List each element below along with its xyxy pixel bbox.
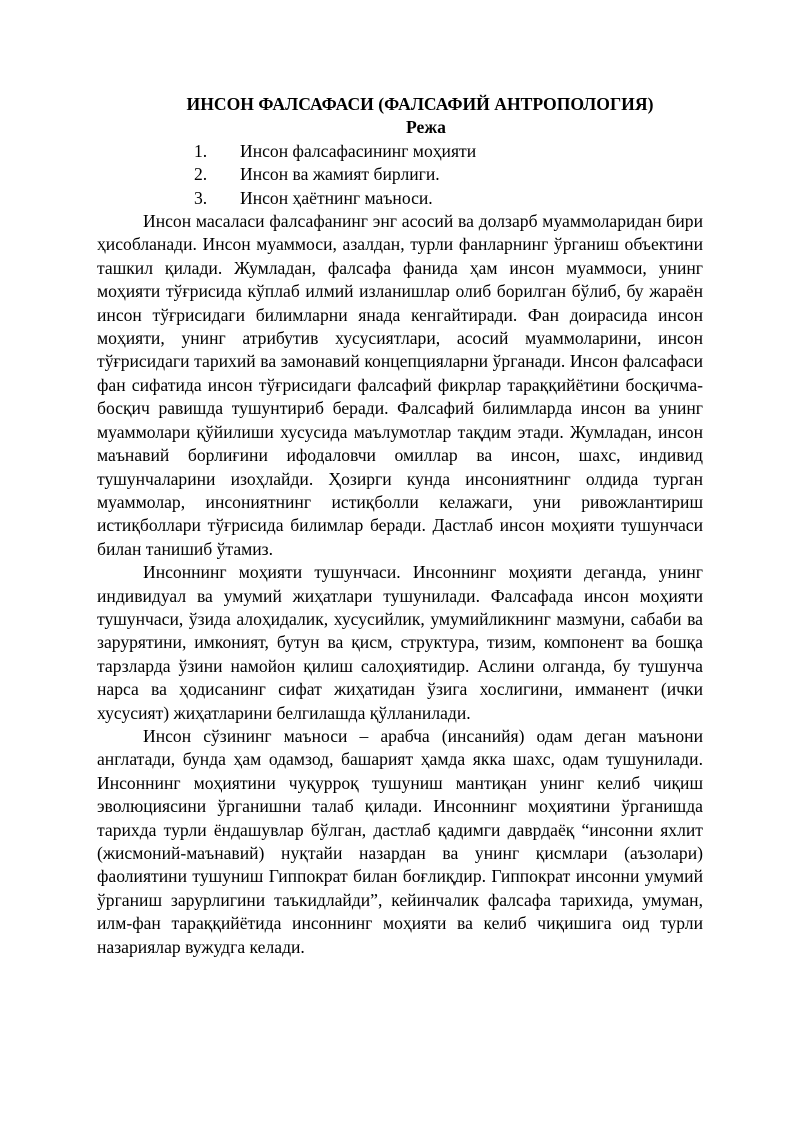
document-title: ИНСОН ФАЛСАФАСИ (ФАЛСАФИЙ АНТРОПОЛОГИЯ): [186, 94, 654, 114]
plan-item: [97, 187, 703, 210]
plan-heading: Режа: [406, 117, 446, 138]
plan-item-text: Инсон ва жамият бирлиги.: [240, 164, 440, 185]
plan-list: [97, 140, 703, 210]
body-paragraph: Инсоннинг моҳияти тушунчаси. Инсоннинг моҳияти деганда, унинг индивидуал ва умумий жиҳатлари тушунилади. Фалсафада инсон моҳияти тушунчаси, ўзида алоҳидалик, хусусийлик, умумийликнинг мазмуни, сабаби ва зарурятини, имконият, бутун ва қисм, структура, тизим, компонент ва бошқа тарзларда ўзини намойон қилиш салоҳиятидир. Аслини олганда, бу тушунча нарса ва ҳодисанинг сифат жиҳатидан ўзига хослигини, имманент (ички хусусият) жиҳатларини белгилашда қўлланилади.: [97, 562, 703, 723]
plan-item: [97, 140, 703, 163]
plan-item-number: 1.: [194, 140, 208, 161]
plan-item-text: Инсон фалсафасининг моҳияти: [240, 140, 477, 161]
body-paragraph: Инсон сўзининг маъноси – арабча (инсанийя) одам деган маънони англатади, бунда ҳам одамзод, башарият ҳамда якка шахс, одам тушунилади. Инсоннинг моҳиятини чуқурроқ тушуниш мантиқан унинг келиб чиқиш эволюциясини ўрганишни талаб қилади. Инсоннинг моҳиятини ўрганишда тарихда турли ёндашувлар бўлган, дастлаб қадимги даврдаёқ “инсонни яхлит (жисмоний-маънавий) нуқтайи назардан ва унинг қисмлари (аъзолари) фаолиятини тушуниш Гиппократ билан боғлиқдир. Гиппократ инсонни умумий ўрганиш зарурлигини таъкидлайди”, кейинчалик фалсафа тарихида, умуман, илм-фан тараққийётида инсоннинг моҳияти ва келиб чиқишига оид турли назариялар вужудга келади.: [97, 725, 703, 957]
document-page: [97, 93, 703, 959]
plan-item-text: Инсон ҳаётнинг маъноси.: [240, 187, 433, 208]
plan-item-number: 3.: [194, 187, 208, 208]
body-paragraph: Инсон масаласи фалсафанинг энг асосий ва долзарб муаммоларидан бири ҳисобланади. Инсон муаммоси, азалдан, турли фанларнинг ўрганиш объектини ташкил қилади. Жумладан, фалсафа фанида ҳам инсон муаммоси, унинг моҳияти тўғрисида кўплаб илмий изланишлар олиб борилган бўлиб, бу жараён инсон тўғрисидаги билимларни янада кенгайтиради. Фан доирасида инсон моҳияти, унинг атрибутив хусусиятлари, асосий муаммоларини, инсон тўғрисидаги тарихий ва замонавий концепцияларни ўрганади. Инсон фалсафаси фан сифатида инсон тўғрисидаги фалсафий фикрлар тараққийётини босқичма-босқич равишда тушунтириб беради. Фалсафий билимларда инсон ва унинг муаммолари қўйилиши хусусида маълумотлар тақдим этади. Жумладан, инсон маънавий борлиғини ифодаловчи омиллар ва инсон, шахс, индивид тушунчаларини изоҳлайди. Ҳозирги кунда инсониятнинг олдида турган муаммолар, инсониятнинг истиқболли келажаги, уни ривожлантириш истиқболлари тўғрисида билимлар беради. Дастлаб инсон моҳияти тушунчаси билан танишиб ўтамиз.: [97, 211, 703, 559]
plan-item-number: 2.: [194, 164, 208, 185]
plan-item: [97, 163, 703, 186]
